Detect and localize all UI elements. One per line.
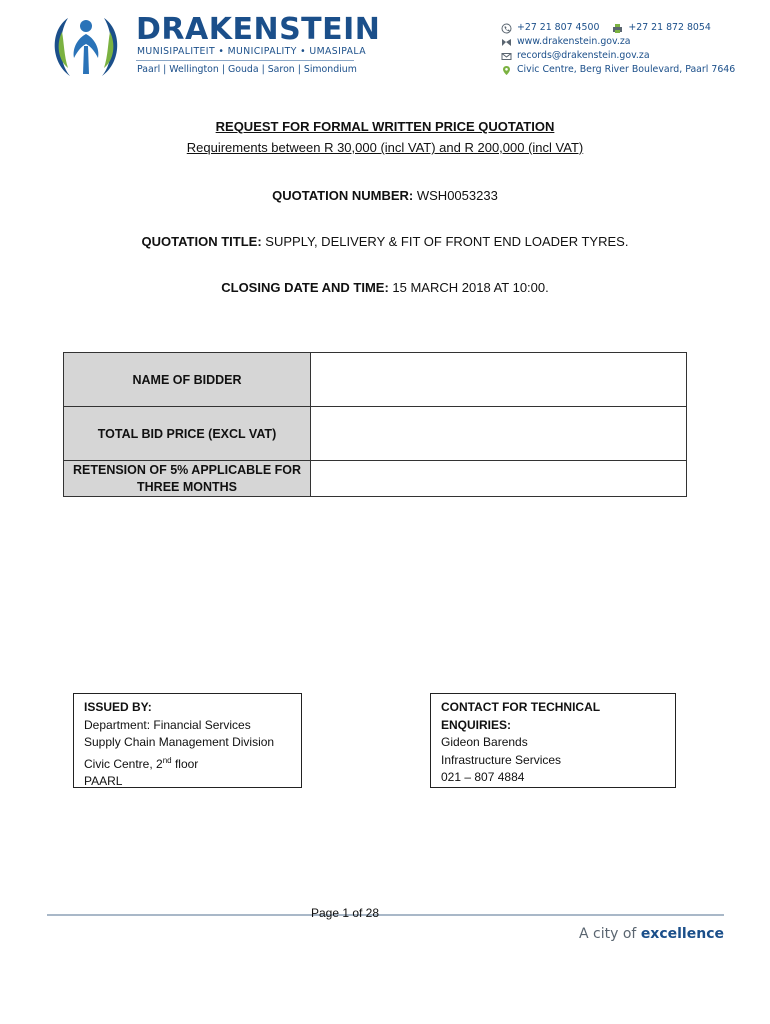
brand-divider bbox=[136, 60, 354, 61]
issued-by-location: Civic Centre, 2nd floor bbox=[84, 755, 199, 771]
quotation-number-value: WSH0053233 bbox=[416, 188, 498, 203]
municipality-logo bbox=[48, 10, 124, 82]
phone-line bbox=[500, 21, 735, 35]
phone-icon bbox=[500, 22, 512, 34]
page-number: Page 1 of 28 bbox=[310, 906, 380, 920]
brand-towns: Paarl | Wellington | Gouda | Saron | Simondium bbox=[137, 64, 357, 75]
issued-by-box bbox=[73, 693, 302, 788]
address-text: Civic Centre, Berg River Boulevard, Paarl 7646 bbox=[517, 64, 736, 75]
location-pin-icon bbox=[500, 64, 512, 76]
fax-number[interactable]: +27 21 872 8054 bbox=[628, 22, 711, 33]
mail-icon bbox=[500, 50, 512, 62]
quotation-title-value: SUPPLY, DELIVERY & FIT OF FRONT END LOADER TYRES. bbox=[265, 234, 629, 249]
document-title: REQUEST FOR FORMAL WRITTEN PRICE QUOTATION bbox=[215, 119, 555, 134]
globe-icon bbox=[500, 36, 512, 48]
quotation-title-line bbox=[0, 234, 770, 249]
phone-number[interactable]: +27 21 807 4500 bbox=[517, 22, 600, 33]
email-line bbox=[500, 49, 735, 63]
quotation-title-label: QUOTATION TITLE: bbox=[141, 234, 262, 249]
issued-by-division: Supply Chain Management Division bbox=[84, 735, 275, 749]
issued-by-department: Department: Financial Services bbox=[84, 717, 251, 732]
address-line bbox=[500, 63, 735, 77]
table-row bbox=[64, 353, 687, 407]
brand-subtitle: MUNISIPALITEIT • MUNICIPALITY • UMASIPALA bbox=[137, 46, 366, 57]
retention-label: RETENSION OF 5% APPLICABLE FOR THREE MONTHS bbox=[64, 461, 311, 497]
table-row bbox=[64, 407, 687, 461]
closing-date-value: 15 MARCH 2018 AT 10:00. bbox=[392, 280, 549, 295]
technical-contact-heading: CONTACT FOR TECHNICAL ENQUIRIES: bbox=[441, 700, 600, 732]
bidder-name-label: NAME OF BIDDER bbox=[64, 353, 311, 407]
bidder-details-table bbox=[63, 352, 687, 497]
bidder-name-field[interactable] bbox=[311, 353, 687, 407]
closing-date-line bbox=[0, 280, 770, 295]
technical-contact-box bbox=[430, 693, 676, 788]
total-bid-price-field[interactable] bbox=[311, 407, 687, 461]
total-bid-price-label: TOTAL BID PRICE (EXCL VAT) bbox=[64, 407, 311, 461]
table-row bbox=[64, 461, 687, 497]
retention-field[interactable] bbox=[311, 461, 687, 497]
closing-date-label: CLOSING DATE AND TIME: bbox=[221, 280, 389, 295]
header-contact-block bbox=[500, 21, 735, 77]
issued-by-heading: ISSUED BY: bbox=[84, 700, 152, 714]
email-link[interactable]: records@drakenstein.gov.za bbox=[517, 50, 650, 61]
issued-by-town: PAARL bbox=[84, 774, 123, 788]
website-line bbox=[500, 35, 735, 49]
brand-name: DRAKENSTEIN bbox=[136, 12, 381, 47]
technical-contact-name: Gideon Barends bbox=[441, 735, 528, 749]
quotation-number-line bbox=[0, 188, 770, 203]
website-link[interactable]: www.drakenstein.gov.za bbox=[517, 36, 631, 47]
footer-tagline: A city of excellence bbox=[579, 926, 724, 942]
document-subtitle: Requirements between R 30,000 (incl VAT) and R 200,000 (incl VAT) bbox=[186, 140, 584, 155]
technical-contact-phone: 021 – 807 4884 bbox=[441, 770, 525, 784]
fax-icon bbox=[611, 22, 623, 34]
quotation-number-label: QUOTATION NUMBER: bbox=[272, 188, 414, 203]
technical-contact-department: Infrastructure Services bbox=[441, 752, 562, 767]
